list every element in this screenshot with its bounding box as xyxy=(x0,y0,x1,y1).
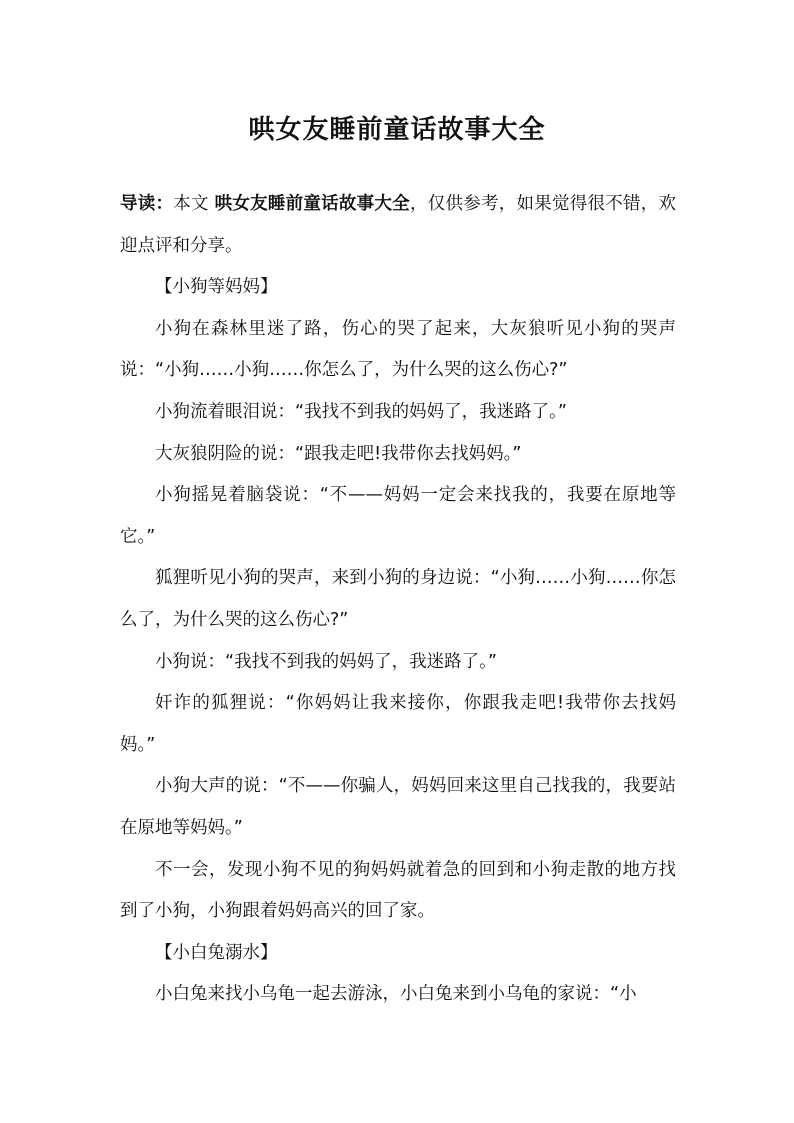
paragraph: 不一会，发现小狗不见的狗妈妈就着急的回到和小狗走散的地方找到了小狗，小狗跟着妈妈高兴的回了家。 xyxy=(120,859,676,922)
paragraph: 奸诈的狐狸说：“你妈妈让我来接你，你跟我走吧!我带你去找妈妈。” xyxy=(120,693,676,755)
paragraph: 小狗说：“我找不到我的妈妈了，我迷路了。” xyxy=(155,651,497,672)
page-title: 哄女友睡前童话故事大全 xyxy=(248,115,546,145)
paragraph: 小狗摇晃着脑袋说：“不——妈妈一定会来找我的，我要在原地等它。” xyxy=(120,485,676,547)
intro-paragraph xyxy=(120,184,676,267)
document-body xyxy=(120,184,676,1016)
paragraph: 小白兔来找小乌龟一起去游泳，小白兔来到小乌龟的家说：“小 xyxy=(155,984,637,1005)
section-heading-puppy: 【小狗等妈妈】 xyxy=(155,277,278,298)
paragraph: 狐狸听见小狗的哭声，来到小狗的身边说：“小狗……小狗……你怎么了，为什么哭的这么伤心?” xyxy=(120,568,676,630)
paragraph: 小狗大声的说：“不——你骗人，妈妈回来这里自己找我的，我要站在原地等妈妈。” xyxy=(120,776,676,838)
intro-prefix: 本文 xyxy=(173,194,215,214)
section-heading-bunny: 【小白兔溺水】 xyxy=(155,942,278,963)
intro-label: 导读： xyxy=(120,194,174,214)
intro-suffix: ，仅供参考，如果觉得很不错，欢迎点评和分享。 xyxy=(120,194,677,256)
intro-title-reference: 哄女友睡前童话故事大全 xyxy=(214,194,410,214)
paragraph: 小狗在森林里迷了路，伤心的哭了起来，大灰狼听见小狗的哭声说：“小狗……小狗……你怎么了，为什么哭的这么伤心?” xyxy=(120,318,676,381)
paragraph: 大灰狼阴险的说：“跟我走吧!我带你去找妈妈。” xyxy=(155,443,522,464)
paragraph: 小狗流着眼泪说：“我找不到我的妈妈了，我迷路了。” xyxy=(155,401,567,422)
